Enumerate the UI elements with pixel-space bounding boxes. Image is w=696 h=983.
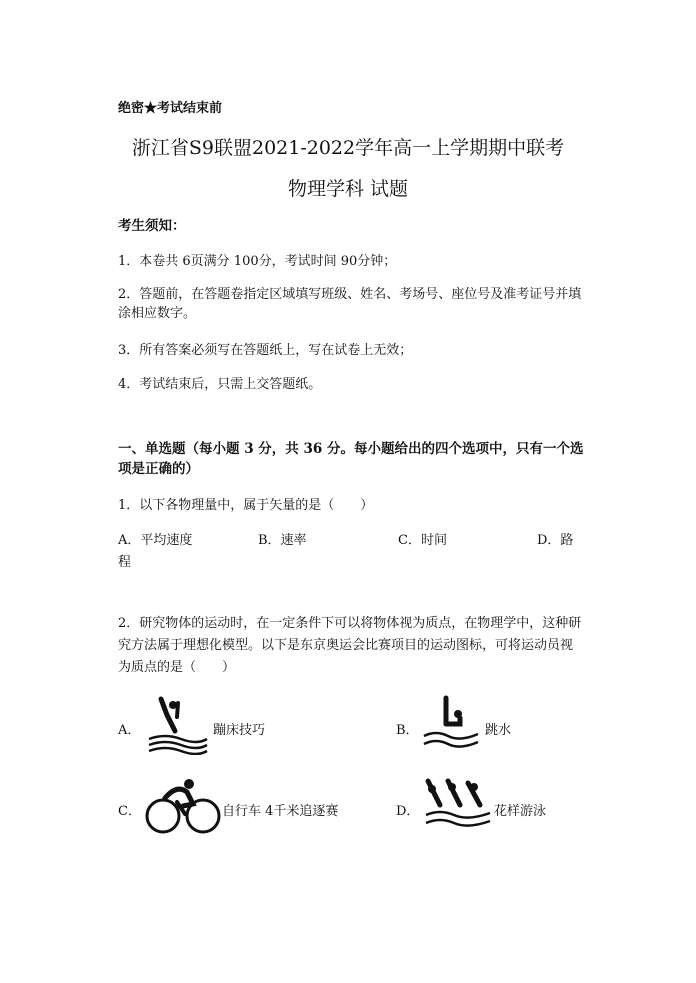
cycling-icon [143, 776, 221, 836]
exam-subtitle: 物理学科 试题 [287, 178, 409, 200]
q2-option-c-letter: C． [118, 804, 141, 819]
notice-item: 1．本卷共 6页满分 100分，考试时间 90分钟； [118, 254, 397, 269]
q2-option-b-letter: B． [396, 723, 419, 738]
q2-option-a-text: 蹦床技巧 [213, 723, 266, 738]
exam-title: 浙江省S9联盟2021-2022学年高一上学期期中联考 [131, 137, 565, 159]
question-1-stem: 1．以下各物理量中，属于矢量的是（ ） [118, 498, 374, 513]
section-heading: 一、单选题（每小题 3 分，共 36 分。每小题给出的四个选项中，只有一个选项是正确的） [118, 441, 584, 477]
q1-option-c: C．时间 [398, 533, 447, 548]
notice-item: 4．考试结束后，只需上交答题纸。 [118, 377, 322, 392]
question-2-stem: 2．研究物体的运动时，在一定条件下可以将物体视为质点，在物理学中，这种研究方法属于理想化模型。以下是东京奥运会比赛项目的运动图标，可将运动员视为质点的是（ ） [118, 616, 582, 675]
q2-option-b-text: 跳水 [485, 723, 512, 738]
q2-option-d-letter: D． [396, 804, 420, 819]
notice-item: 2．答题前，在答题卷指定区域填写班级、姓名、考场号、座位号及准考证号并填涂相应数字。 [118, 287, 582, 321]
q1-option-a: A．平均速度 [118, 533, 193, 548]
synchronized-swimming-icon [422, 777, 494, 833]
q2-option-a-letter: A． [118, 723, 141, 738]
q1-option-d-cont: 程 [118, 555, 132, 570]
q2-option-d-text: 花样游泳 [494, 804, 547, 819]
diving-icon [420, 694, 482, 754]
trampoline-icon [145, 693, 211, 755]
q2-option-c-text: 自行车 4千米追逐赛 [222, 804, 339, 819]
q1-option-d: D．路 [537, 533, 574, 548]
notice-heading: 考生须知： [118, 218, 186, 234]
confidential-mark: 绝密★考试结束前 [118, 101, 223, 116]
q1-option-b: B．速率 [258, 533, 307, 548]
notice-item: 3．所有答案必须写在答题纸上，写在试卷上无效； [118, 343, 413, 358]
